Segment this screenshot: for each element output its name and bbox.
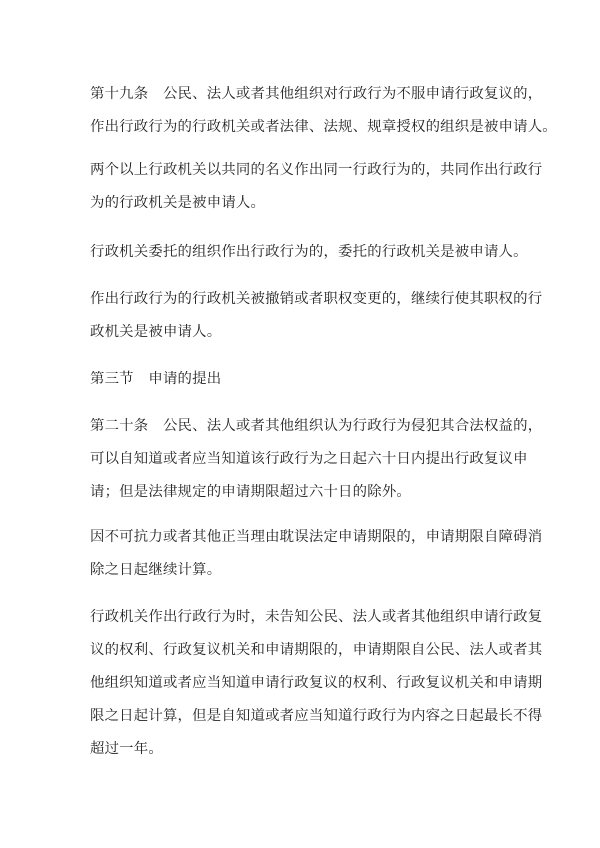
text-line: 第三节 申请的提出 <box>90 371 222 387</box>
text-line: 可以自知道或者应当知道该行政行为之日起六十日内提出行政复议申 <box>90 451 528 467</box>
paragraph-force-majeure <box>90 521 543 587</box>
text-line: 议的权利、行政复议机关和申请期限的，申请期限自公民、法人或者其 <box>90 642 543 658</box>
paragraph-joint-respondent <box>90 154 543 220</box>
paragraph-article-20 <box>90 410 543 509</box>
text-line: 作出行政行为的行政机关或者法律、法规、规章授权的组织是被申请人。 <box>90 119 557 135</box>
paragraph-abolished-organ <box>90 283 543 349</box>
paragraph-article-19 <box>90 78 557 144</box>
text-line: 因不可抗力或者其他正当理由耽误法定申请期限的，申请期限自障碍消 <box>90 529 543 545</box>
text-line: 行政机关作出行政行为时，未告知公民、法人或者其他组织申请行政复 <box>90 609 543 625</box>
text-line: 第十九条 公民、法人或者其他组织对行政行为不服申请行政复议的， <box>90 86 543 102</box>
text-line: 他组织知道或者应当知道申请行政复议的权利、行政复议机关和申请期 <box>90 675 543 691</box>
paragraph-entrusted-organization <box>90 236 530 269</box>
text-line: 政机关是被申请人。 <box>90 324 222 340</box>
text-line: 超过一年。 <box>90 741 163 757</box>
section-heading <box>90 363 530 396</box>
text-line: 作出行政行为的行政机关被撤销或者职权变更的，继续行使其职权的行 <box>90 291 543 307</box>
text-line: 行政机关委托的组织作出行政行为的，委托的行政机关是被申请人。 <box>90 244 528 260</box>
text-line: 两个以上行政机关以共同的名义作出同一行政行为的，共同作出行政行 <box>90 162 543 178</box>
text-line: 为的行政机关是被申请人。 <box>90 195 266 211</box>
paragraph-not-informed <box>90 601 543 766</box>
text-line: 除之日起继续计算。 <box>90 562 222 578</box>
text-line: 第二十条 公民、法人或者其他组织认为行政行为侵犯其合法权益的， <box>90 418 543 434</box>
text-line: 限之日起计算，但是自知道或者应当知道行政行为内容之日起最长不得 <box>90 708 543 724</box>
text-line: 请；但是法律规定的申请期限超过六十日的除外。 <box>90 484 411 500</box>
